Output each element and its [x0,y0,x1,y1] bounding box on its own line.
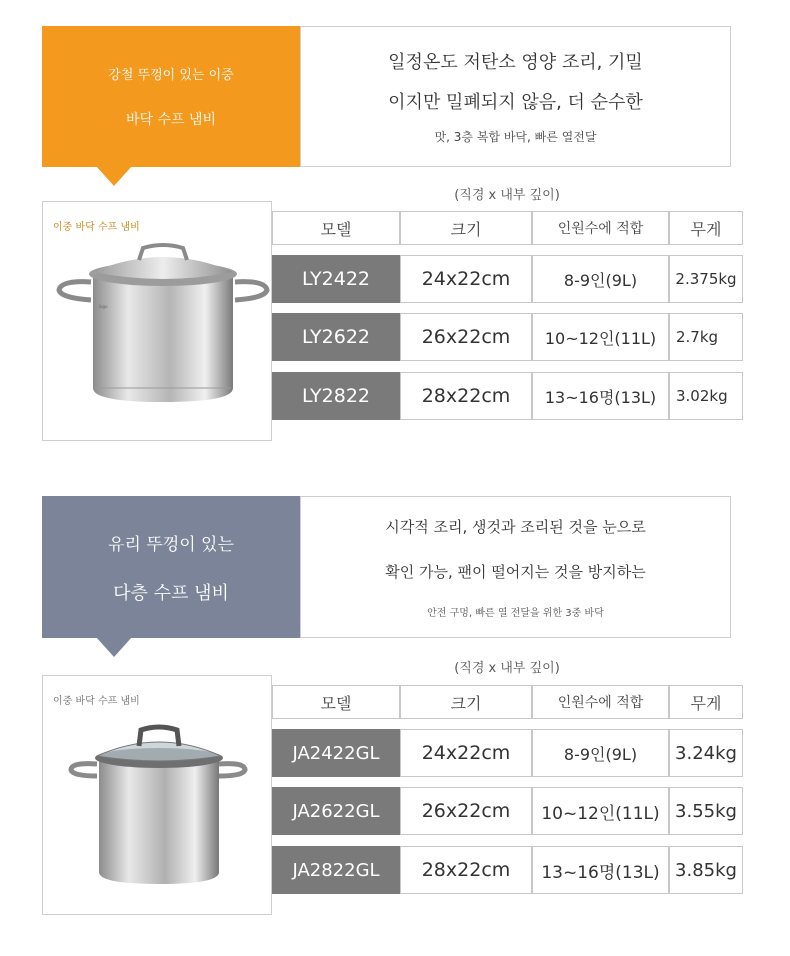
table-row-people: 10~12인(11L) [532,313,669,361]
banner-desc-line3: 맛, 3층 복합 바닥, 빠른 열전달 [434,130,597,144]
banner-desc-line2: 확인 가능, 팬이 떨어지는 것을 방지하는 [385,562,646,581]
banner-arrow [96,637,132,657]
table-row-people: 10~12인(11L) [532,787,669,835]
product-image-box [42,675,272,915]
table-row-model: LY2622 [272,313,400,361]
banner-title-line1: 강철 뚜껑이 있는 이중 [108,68,234,83]
table-row-weight: 3.24kg [669,729,743,777]
glass-lid-pot-image [43,676,271,914]
table-row-size: 24x22cm [400,255,532,303]
table-row-model: JA2422GL [272,729,400,777]
banner-desc-line1: 일정온도 저탄소 영양 조리, 기밀 [388,52,643,73]
table-row-size: 28x22cm [400,372,532,420]
header-model: 모델 [272,685,400,719]
banner-title-block [42,496,300,638]
table-caption: (직경 x 내부 깊이) [454,661,560,676]
banner-desc-line3: 안전 구멍, 빠른 열 전달을 위한 3중 바닥 [427,607,604,619]
spec-table [272,685,743,897]
table-row-weight: 3.02kg [669,372,743,420]
table-row-size: 28x22cm [400,846,532,894]
table-row-people: 8-9인(9L) [532,255,669,303]
banner-title-line1: 유리 뚜껑이 있는 [108,534,234,555]
banner-title-line2: 다층 수프 냄비 [113,582,229,604]
header-people: 인원수에 적합 [532,685,669,719]
svg-text:logo: logo [99,304,108,309]
header-weight: 무게 [669,211,743,245]
table-row-people: 13~16명(13L) [532,372,669,420]
table-row-size: 24x22cm [400,729,532,777]
table-row-model: JA2622GL [272,787,400,835]
banner-title-line2: 바닥 수프 냄비 [125,112,217,128]
banner-description [300,496,731,638]
product-label: 이중 바닥 수프 냄비 [53,696,140,707]
table-row-people: 13~16명(13L) [532,846,669,894]
table-row-model: JA2822GL [272,846,400,894]
table-row-weight: 3.55kg [669,787,743,835]
table-row-size: 26x22cm [400,787,532,835]
table-row-people: 8-9인(9L) [532,729,669,777]
table-row-weight: 2.375kg [669,255,743,303]
table-caption: (직경 x 내부 깊이) [454,188,560,203]
header-size: 크기 [400,211,532,245]
table-row-size: 26x22cm [400,313,532,361]
header-model: 모델 [272,211,400,245]
banner-desc-line1: 시각적 조리, 생것과 조리된 것을 눈으로 [385,517,646,536]
table-row-weight: 2.7kg [669,313,743,361]
header-weight: 무게 [669,685,743,719]
header-people: 인원수에 적합 [532,211,669,245]
product-label: 이중 바닥 수프 냄비 [53,222,140,233]
banner-desc-line2: 이지만 밀폐되지 않음, 더 순수한 [388,92,643,113]
table-row-model: LY2422 [272,255,400,303]
header-size: 크기 [400,685,532,719]
table-row-weight: 3.85kg [669,846,743,894]
table-row-model: LY2822 [272,372,400,420]
